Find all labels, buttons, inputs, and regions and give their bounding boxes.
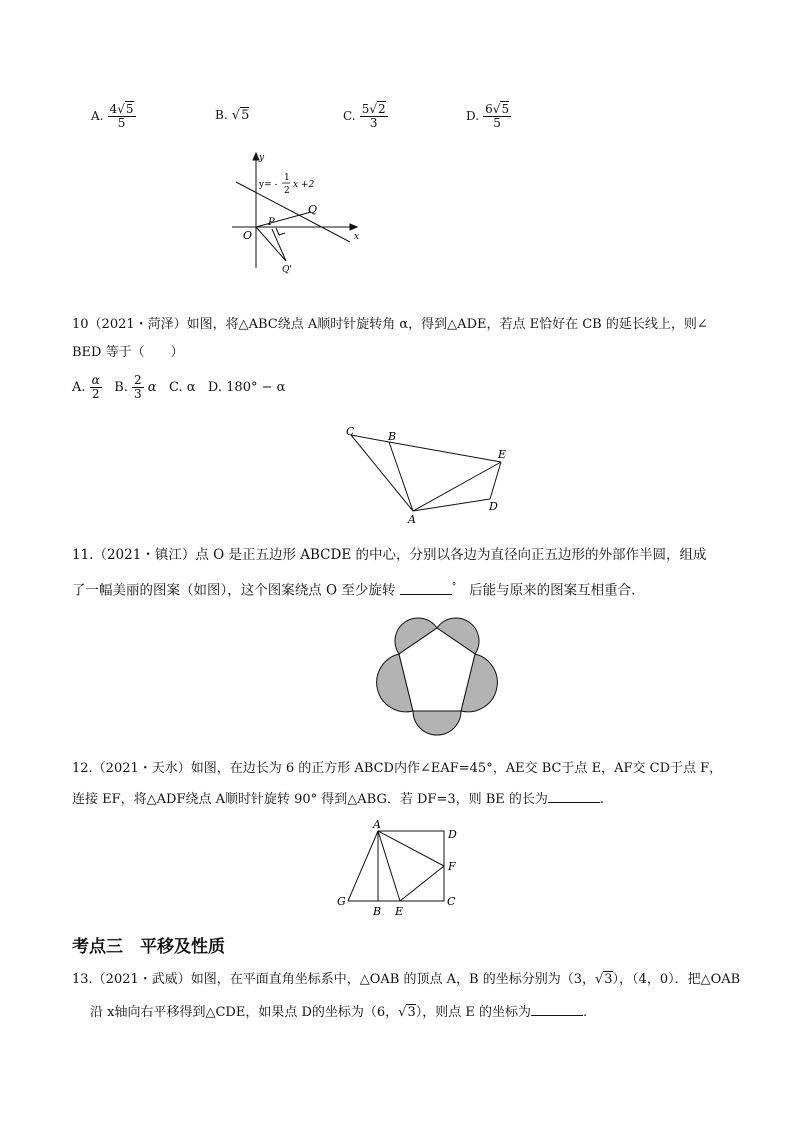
segment-oq [256,212,311,227]
point-q-prime-label: Q' [282,265,292,275]
q10-option-d: D. 180° − α [207,380,286,395]
q11-line1: 11.（2021・镇江）点 O 是正五边形 ABCDE 的中心，分别以各边为直径向正五边形的外部作半圆，组成 [72,547,707,563]
fig12-point-d: D [448,828,457,841]
q9-option-c-fraction: $\frac{5√2}{3}$ [361,102,386,130]
fig12-point-a: A [373,818,381,831]
square-abcd [378,831,444,901]
q10-option-a-label: A. [72,380,86,395]
q9-option-a-label: A. [91,109,104,123]
y-axis-label: y [259,153,265,163]
q9-option-c [343,103,388,130]
q13-line2-text: 沿 x轴向右平移得到△CDE，如果点 D的坐标为（6， [90,1005,399,1020]
q12-line1: 12.（2021・天水）如图，在边长为 6 的正方形 ABCD内作∠EAF=45°，AE交 BC于点 E，AF交 CD于点 F， [72,761,723,776]
q12-line2-end: . [599,792,605,807]
q10-option-b-fraction [132,374,144,401]
line-graph [236,182,350,242]
q9-a-rad: 5 [125,102,134,116]
q13-line1-tail: ），（4，0）．把△OAB [612,972,741,987]
q11-answer-blank[interactable] [400,582,452,595]
fig10-point-b: B [388,430,397,443]
q9-c-den: 3 [369,116,378,130]
q13-line1-rad: 3 [604,972,613,987]
fig12-point-f: F [448,860,456,873]
segment-cb [351,435,389,442]
fig12-point-e: E [395,905,404,918]
q11-pentagon-figure [366,606,508,744]
fig10-point-a: A [408,513,416,526]
q9-option-b-label: B. [215,108,228,122]
x-axis-arrow-icon [350,224,357,230]
q9-option-b: B. √5 [215,108,250,123]
q9-c-coef: 5 [361,102,370,116]
q9-a-coef: 4 [109,102,118,116]
q9-coordinate-figure [226,150,366,280]
q10-b-den: 3 [134,387,142,401]
x-axis-label: x [354,232,360,242]
segment-oq-prime [256,227,286,261]
q11-degree-unit: ° [451,582,457,592]
q11-line2-tail: 后能与原来的图案互相重合. [469,582,636,599]
q13-line1: 13.（2021・武威）如图，在平面直角坐标系中，△OAB 的顶点 A，B 的坐标分别为（3，√3），（4，0）．把△OAB [72,972,741,987]
segment-be [389,442,501,462]
q13-line2-rad: 3 [407,1005,416,1020]
equation-lhs: y= - [259,180,278,190]
q10-option-a-fraction [90,374,102,401]
segment-ef [400,866,444,901]
q10-line2: BED 等于（ ） [72,345,184,360]
semicircle-bottom [413,711,461,735]
q9-d-den: 5 [493,116,501,130]
q9-c-rad: 2 [378,102,386,116]
q10-option-b-tail: α [147,380,157,395]
fig10-point-e: E [498,448,507,461]
fig12-point-g: G [337,895,346,908]
q12-square-figure [334,818,464,918]
q9-option-d-fraction: $\frac{6√5}{5}$ [485,102,510,130]
q10-line1: 10（2021・菏泽）如图，将△ABC绕点 A顺时针旋转角 α，得到△ADE，若点 E恰好在 CB 的延长线上，则∠ [72,317,708,332]
q10-a-num: α [91,373,100,387]
q9-a-den: 5 [117,116,126,130]
equation-den: 2 [284,186,290,196]
q13-answer-blank[interactable] [531,1003,583,1016]
q9-d-coef: 6 [485,102,493,116]
q13-line2-end: . [583,1005,588,1020]
q13-line2-mid: ），则点 E 的坐标为 [415,1005,531,1020]
segment-af [378,831,444,866]
q9-option-c-label: C. [343,109,356,123]
segment-ca [351,435,413,511]
right-angle-mark [276,228,285,235]
fig10-point-d: D [489,500,498,513]
q10-option-c: C. α [168,380,196,395]
q13-line1-text: 13.（2021・武威）如图，在平面直角坐标系中，△OAB 的顶点 A，B 的坐标分别为（3， [72,972,595,987]
q10-rotation-figure [340,420,520,528]
segment-ba [389,442,413,511]
q10-option-b-label: B. [114,380,128,395]
fig12-point-c: C [447,895,456,908]
q12-answer-blank[interactable] [548,790,600,803]
q9-option-d-label: D. [466,109,480,123]
q10-options [72,374,285,401]
origin-label: O [243,229,253,242]
q12-line2-text: 连接 EF，将△ADF绕点 A顺时针旋转 90° 得到△ABG．若 DF=3，则 BE 的长为 [72,792,548,807]
q9-d-rad: 5 [501,102,510,116]
section-title: 考点三 平移及性质 [72,937,225,957]
q10-a-den: 2 [91,387,100,401]
segment-ag [348,831,378,901]
q9-b-rad: 5 [241,108,250,123]
equation-num: 1 [284,173,290,183]
point-p-label: P [268,217,275,228]
fig12-point-b: B [373,905,382,918]
q12-line2 [72,790,604,809]
q11-line2-text: 了一幅美丽的图案（如图），这个图案绕点 O 至少旋转 [72,582,396,599]
equation-rhs: x +2 [293,180,315,190]
q11-line2 [72,578,635,600]
q9-option-a [91,103,136,130]
q10-b-num: 2 [134,373,142,387]
q9-option-d [466,103,511,130]
fig10-point-c: C [346,425,355,438]
q13-line2: 沿 x轴向右平移得到△CDE，如果点 D的坐标为（6，√3），则点 E 的坐标为 . [90,1005,588,1020]
segment-ae [378,831,400,901]
q9-option-a-fraction: $\frac{4√5}{5}$ [109,102,134,130]
point-q-label: Q [308,203,318,216]
